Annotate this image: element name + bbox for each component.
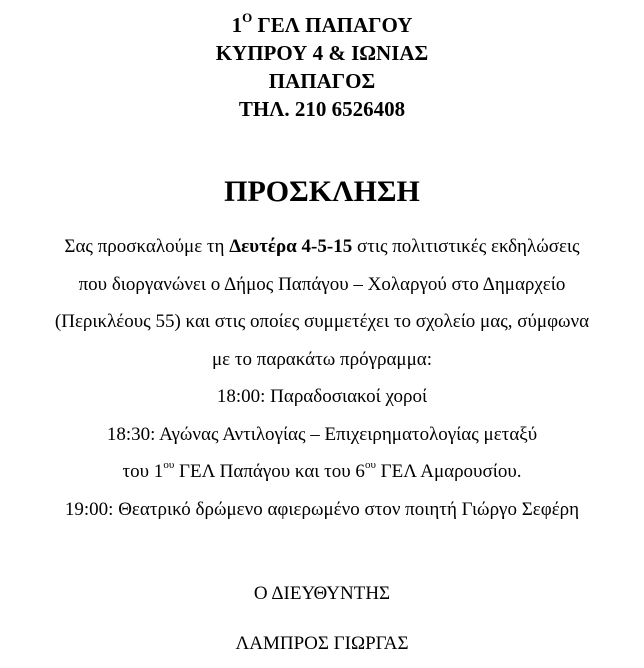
body-line-1-post: στις πολιτιστικές εκδηλώσεις: [352, 236, 580, 257]
school-city: ΠΑΠΑΓΟΣ: [268, 69, 376, 93]
school-name-line: [0, 11, 644, 39]
school-ordinal: Ο: [242, 10, 253, 25]
body-line-3: (Περικλέους 55) και στις οποίες συμμετέχει το σχολείο μας, σύμφωνα: [54, 311, 590, 332]
school-address: ΚΥΠΡΟΥ 4 & ΙΩΝΙΑΣ: [215, 41, 429, 65]
school-name: ΓΕΛ ΠΑΠΑΓΟΥ: [257, 13, 413, 37]
document-title: ΠΡΟΣΚΛΗΣΗ: [224, 175, 420, 208]
program-item-3: 19:00: Θεατρικό δρώμενο αφιερωμένο στον ποιητή Γιώργο Σεφέρη: [64, 498, 580, 520]
line7-part-b: ΓΕΛ Παπάγου και του 6: [174, 461, 365, 482]
invitation-body: [0, 228, 644, 528]
event-date: Δευτέρα 4-5-15: [229, 236, 353, 257]
line7-sup-1: ου: [163, 458, 175, 471]
line7-part-c: ΓΕΛ Αμαρουσίου.: [375, 461, 522, 482]
signature-name: ΛΑΜΠΡΟΣ ΓΙΩΡΓΑΣ: [235, 633, 409, 654]
body-line-1: [0, 228, 644, 266]
program-item-2: 18:30: Αγώνας Αντιλογίας – Επιχειρηματολογίας μεταξύ: [106, 423, 538, 445]
school-phone: ΤΗΛ. 210 6526408: [238, 97, 406, 121]
line7-sup-2: ου: [364, 458, 376, 471]
signature-title: Ο ΔΙΕΥΘΥΝΤΗΣ: [253, 583, 391, 604]
body-line-1-pre: Σας προσκαλούμε τη: [64, 236, 230, 257]
school-number: 1: [231, 13, 243, 37]
body-line-4: με το παρακάτω πρόγραμμα:: [211, 348, 433, 370]
school-header: [0, 11, 644, 123]
program-item-2-cont: [0, 453, 644, 491]
program-item-1: 18:00: Παραδοσιακοί χοροί: [216, 386, 428, 407]
body-line-2: που διοργανώνει ο Δήμος Παπάγου – Χολαργού στο Δημαρχείο: [78, 273, 566, 295]
line7-part-a: του 1: [122, 461, 164, 482]
